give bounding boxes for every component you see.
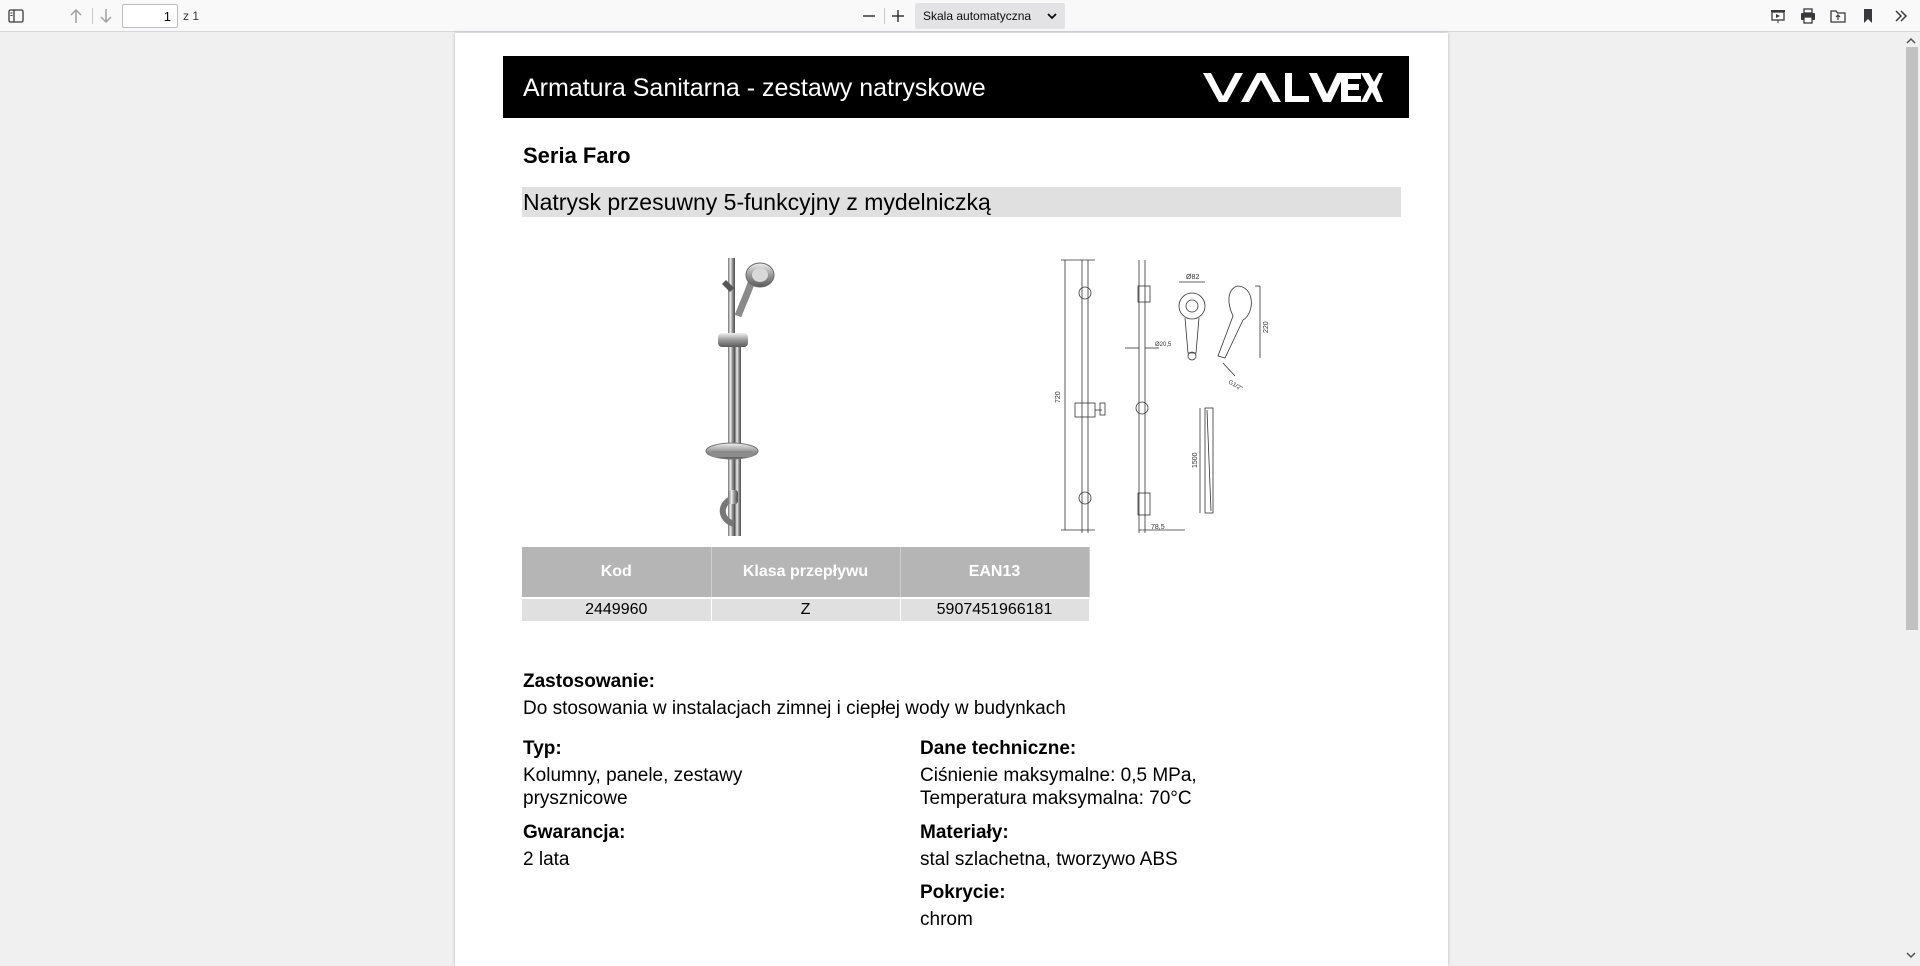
scroll-down-icon[interactable] xyxy=(1906,951,1916,961)
dane-techniczne-label: Dane techniczne: xyxy=(920,738,1077,759)
zoom-scale-value: Skala automatyczna xyxy=(923,9,1032,23)
dim-220-label: 220 xyxy=(1263,321,1270,333)
page-number-input[interactable] xyxy=(122,4,178,28)
print-icon[interactable] xyxy=(1795,3,1821,29)
dane-techniczne-line1: Ciśnienie maksymalne: 0,5 MPa, xyxy=(920,765,1197,786)
table-header-row xyxy=(522,547,1089,598)
dim-1500-label: 1500 xyxy=(1192,452,1199,468)
scroll-up-icon[interactable] xyxy=(1906,37,1916,47)
bookmark-icon[interactable] xyxy=(1855,3,1881,29)
technical-drawing xyxy=(1055,258,1295,543)
page-count-label: z 1 xyxy=(183,9,200,23)
dim-78-5-label: 78,5 xyxy=(1151,524,1165,531)
table-cell: 5907451966181 xyxy=(900,598,1089,621)
scrollbar-thumb[interactable] xyxy=(1906,47,1918,630)
presentation-mode-icon[interactable] xyxy=(1765,3,1791,29)
product-name: Natrysk przesuwny 5-funkcyjny z mydelniczką xyxy=(523,189,991,215)
materialy-label: Materiały: xyxy=(920,822,1009,843)
typ-text-line2: prysznicowe xyxy=(523,788,628,809)
table-cell: Z xyxy=(711,598,900,621)
typ-label: Typ: xyxy=(523,738,562,759)
vertical-scrollbar[interactable] xyxy=(1902,33,1920,966)
materialy-text: stal szlachetna, tworzywo ABS xyxy=(920,849,1178,870)
pokrycie-label: Pokrycie: xyxy=(920,882,1006,903)
next-page-icon[interactable] xyxy=(93,3,119,29)
table-header-cell: Kod xyxy=(522,547,711,598)
dim-diameter-82-label: Ø82 xyxy=(1186,274,1200,281)
table-header-cell: EAN13 xyxy=(900,547,1089,598)
zoom-out-icon[interactable] xyxy=(856,3,882,29)
table-row xyxy=(522,598,1089,621)
product-title-band xyxy=(522,187,1401,217)
table-cell: 2449960 xyxy=(522,598,711,621)
zoom-in-icon[interactable] xyxy=(885,3,911,29)
product-spec-table xyxy=(522,547,1090,621)
sidebar-toggle-icon[interactable] xyxy=(3,3,29,29)
product-photo xyxy=(690,258,800,538)
pokrycie-text: chrom xyxy=(920,909,973,930)
dim-thread-label: G1/2" xyxy=(1227,379,1244,393)
zastosowanie-label: Zastosowanie: xyxy=(523,671,655,692)
header-title: Armatura Sanitarna - zestawy natryskowe xyxy=(523,74,986,102)
dane-techniczne-line2: Temperatura maksymalna: 70°C xyxy=(920,788,1192,809)
typ-text-line1: Kolumny, panele, zestawy xyxy=(523,765,743,786)
open-file-icon[interactable] xyxy=(1825,3,1851,29)
zoom-scale-select[interactable] xyxy=(915,3,1065,29)
pdf-page xyxy=(455,33,1448,966)
series-title: Seria Faro xyxy=(523,143,631,168)
gwarancja-text: 2 lata xyxy=(523,849,570,870)
document-header xyxy=(503,56,1409,118)
valvex-logo xyxy=(1201,70,1383,109)
tools-chevron-icon[interactable] xyxy=(1888,3,1914,29)
dim-diameter-20-5-label: Ø20,5 xyxy=(1155,342,1172,348)
pdf-toolbar xyxy=(0,0,1920,32)
table-header-cell: Klasa przepływu xyxy=(711,547,900,598)
dim-720-label: 720 xyxy=(1055,391,1062,403)
zastosowanie-text: Do stosowania w instalacjach zimnej i ciepłej wody w budynkach xyxy=(523,698,1066,719)
gwarancja-label: Gwarancja: xyxy=(523,822,626,843)
previous-page-icon[interactable] xyxy=(63,3,89,29)
